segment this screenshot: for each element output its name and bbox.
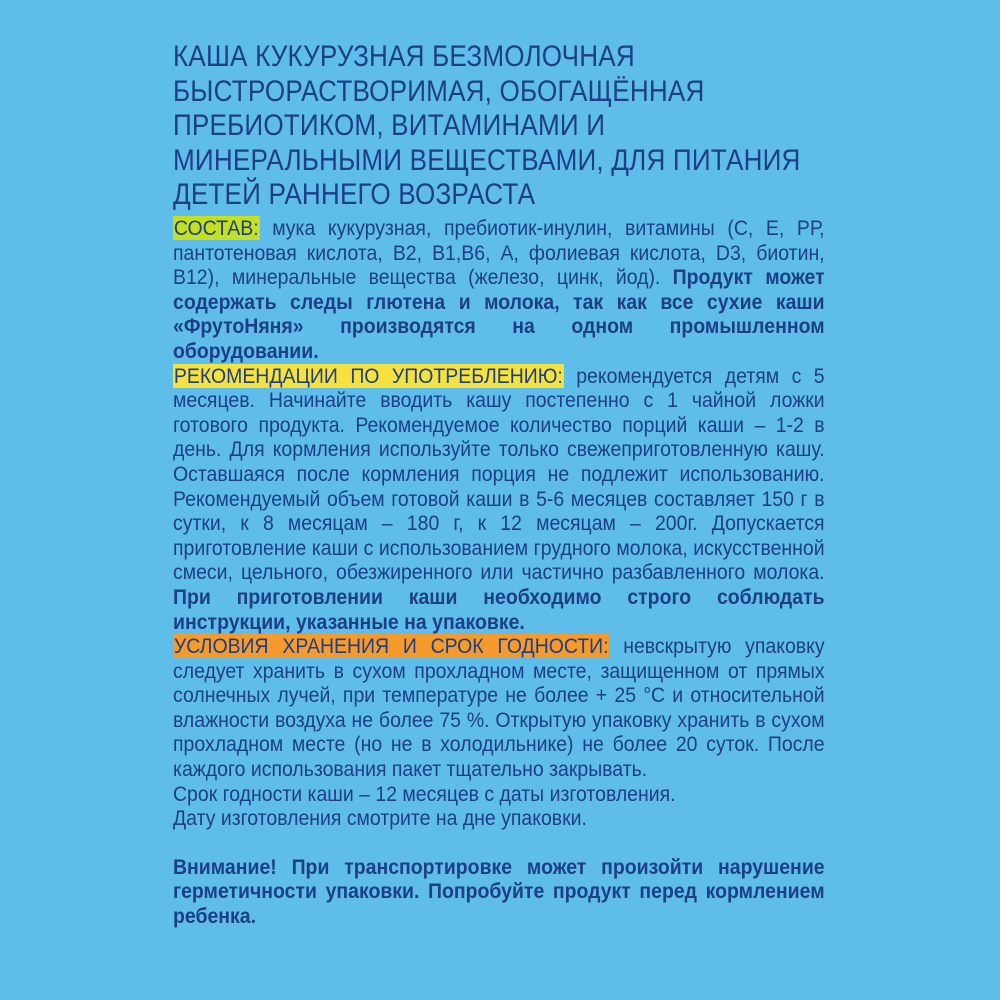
recommendations-heading: РЕКОМЕНДАЦИИ ПО УПОТРЕБЛЕНИЮ:: [173, 363, 563, 388]
storage-heading: УСЛОВИЯ ХРАНЕНИЯ И СРОК ГОДНОСТИ:: [173, 634, 609, 659]
label-body: [173, 216, 825, 929]
composition-heading: СОСТАВ:: [173, 216, 259, 240]
storage-section: [173, 634, 825, 782]
shelf-life: Срок годности каши – 12 месяцев с даты изготовления.: [173, 781, 676, 806]
recommendations-section: [173, 364, 825, 635]
attention-note: Внимание! При транспортировке может произойти нарушение герметичности упаковки. Попробуйте продукт перед кормлением ребенка.: [173, 854, 825, 929]
allergen-warning: Продукт может содержать следы глютена и молока, так как все сухие каши «ФрутоНяня» производятся на одном промышленном оборудовании.: [173, 265, 825, 363]
product-title: КАША КУКУРУЗНАЯ БЕЗМОЛОЧНАЯ БЫСТРОРАСТВОРИМАЯ, ОБОГАЩЁННАЯ ПРЕБИОТИКОМ, ВИТАМИНАМИ И МИНЕРАЛЬНЫМИ ВЕЩЕСТВАМИ, ДЛЯ ПИТАНИЯ ДЕТЕЙ РАННЕГО ВОЗРАСТА: [173, 40, 801, 211]
manufacture-date-note: Дату изготовления смотрите на дне упаковки.: [173, 806, 587, 831]
recommendations-bold: При приготовлении каши необходимо строго соблюдать инструкции, указанные на упаковке.: [173, 584, 825, 634]
recommendations-text: рекомендуется детям с 5 месяцев. Начинайте вводить кашу постепенно с 1 чайной ложки готового продукта. Рекомендуемое количество порций каши – 1-2 в день. Для кормления используйте только свежеприготовленную кашу. Оставшаяся после кормления порция не подлежит использованию. Рекомендуемый объем готовой каши в 5-6 месяцев составляет 150 г в сутки, к 8 месяцам – 180 г, к 12 месяцам – 200г. Допускается приготовление каши с использованием грудного молока, искусственной смеси, цельного, обезжиренного или частично разбавленного молока.: [173, 363, 825, 585]
storage-text: невскрытую упаковку следует хранить в сухом прохладном месте, защищенном от прямых солнечных лучей, при температуре не более + 25 °С и относительной влажности воздуха не более 75 %. Открытую упаковку хранить в сухом прохладном месте (но не в холодильнике) не более 20 суток. После каждого использования пакет тщательно закрывать.: [173, 634, 825, 782]
spacer: [173, 831, 825, 855]
composition-section: [173, 216, 825, 364]
composition-text: мука кукурузная, пребиотик-инулин, витамины (С, Е, РР, пантотеновая кислота, В2, В1,В6, А, фолиевая кислота, D3, биотин, В12), минеральные вещества (железо, цинк, йод).: [173, 216, 825, 290]
